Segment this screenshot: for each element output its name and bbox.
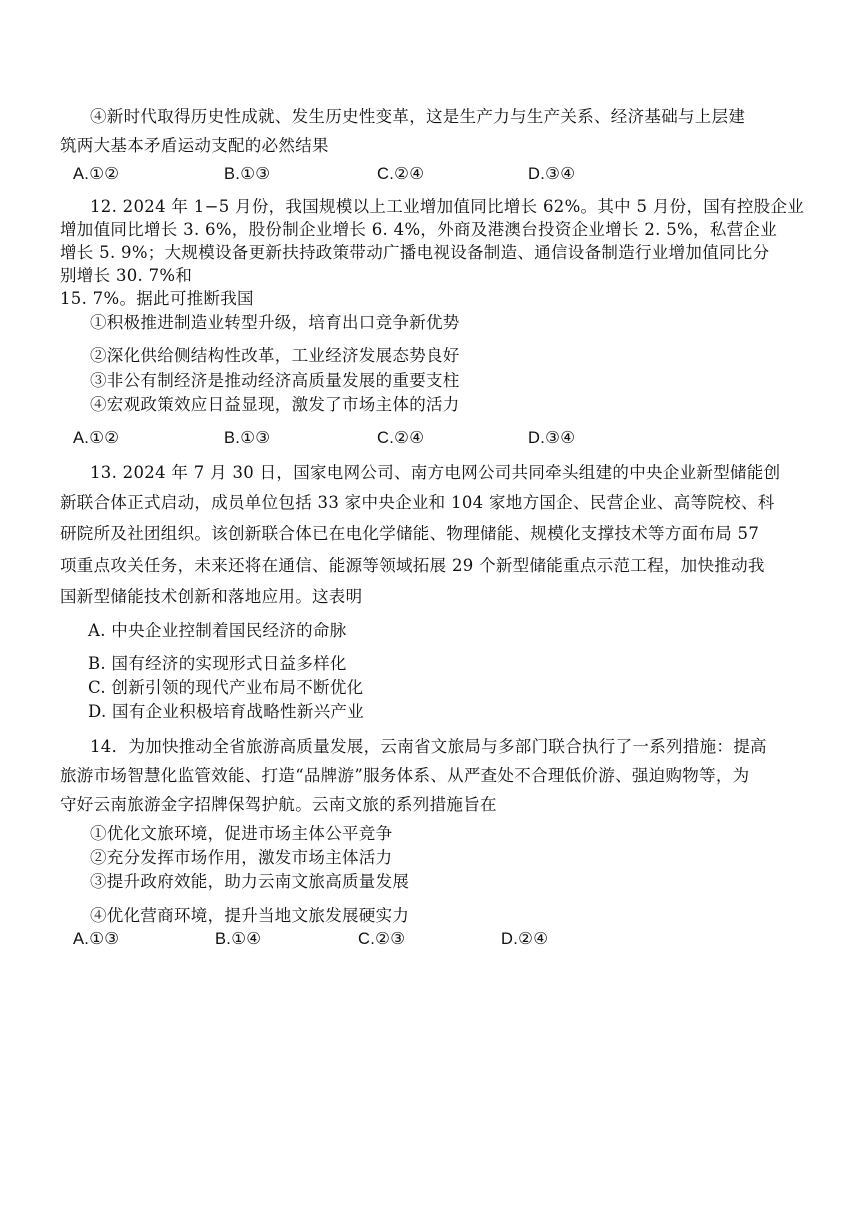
q11-option-d: D.③④: [528, 165, 576, 183]
q13-choice-c: C. 创新引领的现代产业布局不断优化: [88, 678, 364, 697]
q14-stem-line-2: 旅游市场智慧化监管效能、打造“品牌游”服务体系、从严查处不合理低价游、强迫购物等，为: [60, 766, 750, 785]
q12-stem-line-5: 15. 7%。据此可推断我国: [60, 289, 254, 308]
q12-option-c: C.②④: [377, 429, 425, 447]
q11-option-b: B.①③: [224, 165, 271, 183]
q13-choice-b: B. 国有经济的实现形式日益多样化: [88, 654, 347, 673]
q11-option-c: C.②④: [377, 165, 425, 183]
q12-option-b: B.①③: [224, 429, 271, 447]
q14-option-b: B.①④: [215, 930, 262, 948]
q14-option-c: C.②③: [358, 930, 406, 948]
q12-item-1: ①积极推进制造业转型升级，培育出口竞争新优势: [90, 313, 460, 332]
q13-stem-line-1: 13. 2024 年 7 月 30 日，国家电网公司、南方电网公司共同牵头组建的中央企业新型储能创: [90, 463, 781, 482]
q12-stem-line-4: 别增长 30. 7%和: [60, 266, 193, 285]
q14-option-d: D.②④: [501, 930, 549, 948]
q12-item-4: ④宏观政策效应日益显现，激发了市场主体的活力: [90, 395, 460, 414]
q14-stem-line-3: 守好云南旅游金字招牌保驾护航。云南文旅的系列措施旨在: [60, 795, 497, 814]
q14-item-2: ②充分发挥市场作用，激发市场主体活力: [90, 848, 393, 867]
q14-item-3: ③提升政府效能，助力云南文旅高质量发展: [90, 872, 410, 891]
q14-stem-line-1: 14．为加快推动全省旅游高质量发展，云南省文旅局与多部门联合执行了一系列措施：提高: [90, 737, 767, 756]
q11-item-4-line-1: ④新时代取得历史性成就、发生历史性变革，这是生产力与生产关系、经济基础与上层建: [90, 107, 746, 126]
q12-item-3: ③非公有制经济是推动经济高质量发展的重要支柱: [90, 371, 460, 390]
q13-stem-line-4: 项重点攻关任务，未来还将在通信、能源等领域拓展 29 个新型储能重点示范工程，加快推动我: [60, 556, 765, 575]
q12-option-d: D.③④: [528, 429, 576, 447]
q13-stem-line-3: 研院所及社团组织。该创新联合体已在电化学储能、物理储能、规模化支撑技术等方面布局 57: [60, 524, 760, 543]
q13-choice-d: D. 国有企业积极培育战略性新兴产业: [88, 702, 365, 721]
q14-item-1: ①优化文旅环境，促进市场主体公平竞争: [90, 824, 393, 843]
q13-stem-line-5: 国新型储能技术创新和落地应用。这表明: [60, 587, 363, 606]
q14-item-4: ④优化营商环境，提升当地文旅发展硬实力: [90, 906, 410, 925]
q13-stem-line-2: 新联合体正式启动，成员单位包括 33 家中央企业和 104 家地方国企、民营企业、高等院校、科: [60, 493, 775, 512]
q12-stem-line-3: 增长 5. 9%；大规模设备更新扶持政策带动广播电视设备制造、通信设备制造行业增加值同比分: [60, 243, 770, 262]
q13-choice-a: A. 中央企业控制着国民经济的命脉: [88, 621, 347, 640]
q14-option-a: A.①③: [73, 930, 120, 948]
q11-item-4-line-2: 筑两大基本矛盾运动支配的必然结果: [60, 136, 329, 155]
q12-option-a: A.①②: [73, 429, 120, 447]
q12-item-2: ②深化供给侧结构性改革，工业经济发展态势良好: [90, 346, 460, 365]
q11-option-a: A.①②: [73, 165, 120, 183]
q12-stem-line-1: 12. 2024 年 1−5 月份，我国规模以上工业增加值同比增长 62%。其中 5 月份，国有控股企业: [90, 197, 805, 216]
q12-stem-line-2: 增加值同比增长 3. 6%，股份制企业增长 6. 4%，外商及港澳台投资企业增长 2. 5%，私营企业: [60, 220, 778, 239]
